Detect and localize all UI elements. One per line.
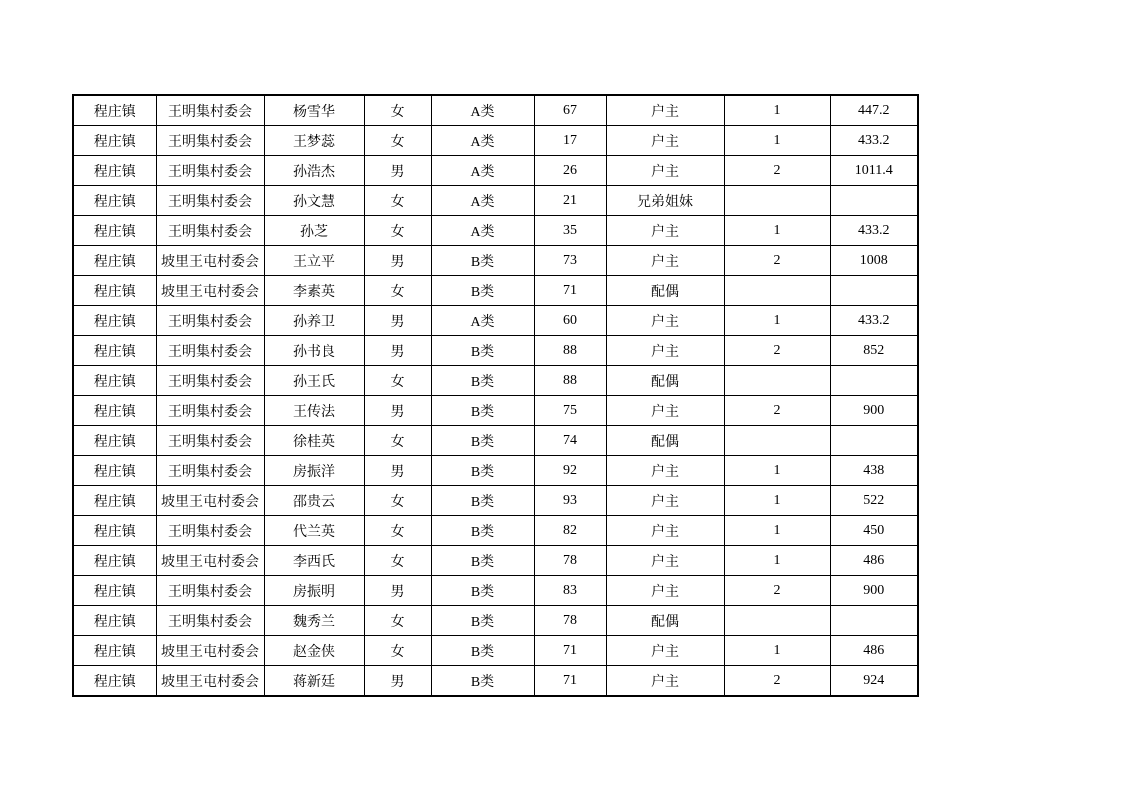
category-cell: B类 (431, 636, 534, 666)
category-cell: B类 (431, 666, 534, 697)
name-cell: 孙养卫 (264, 306, 364, 336)
name-cell: 李西氏 (264, 546, 364, 576)
household-size-cell (724, 426, 830, 456)
name-cell: 代兰英 (264, 516, 364, 546)
gender-cell: 女 (364, 546, 431, 576)
table-row (73, 276, 918, 306)
age-cell: 71 (534, 636, 606, 666)
household-size-cell (724, 366, 830, 396)
table-row (73, 306, 918, 336)
household-size-cell: 1 (724, 516, 830, 546)
household-size-cell (724, 606, 830, 636)
town-cell: 程庄镇 (73, 426, 156, 456)
table-row (73, 95, 918, 126)
age-cell: 60 (534, 306, 606, 336)
name-cell: 邵贵云 (264, 486, 364, 516)
village-cell: 坡里王屯村委会 (156, 276, 264, 306)
name-cell: 蒋新廷 (264, 666, 364, 697)
category-cell: B类 (431, 606, 534, 636)
relation-cell: 户主 (606, 666, 724, 697)
relation-cell: 户主 (606, 456, 724, 486)
relation-cell: 配偶 (606, 606, 724, 636)
town-cell: 程庄镇 (73, 95, 156, 126)
town-cell: 程庄镇 (73, 246, 156, 276)
age-cell: 75 (534, 396, 606, 426)
village-cell: 王明集村委会 (156, 366, 264, 396)
town-cell: 程庄镇 (73, 516, 156, 546)
table-row (73, 546, 918, 576)
village-cell: 王明集村委会 (156, 456, 264, 486)
household-size-cell: 1 (724, 95, 830, 126)
name-cell: 魏秀兰 (264, 606, 364, 636)
amount-cell (830, 186, 918, 216)
table-row (73, 576, 918, 606)
table-row (73, 636, 918, 666)
table-row (73, 486, 918, 516)
relation-cell: 户主 (606, 126, 724, 156)
amount-cell (830, 366, 918, 396)
relation-cell: 户主 (606, 306, 724, 336)
village-cell: 坡里王屯村委会 (156, 666, 264, 697)
household-size-cell: 2 (724, 666, 830, 697)
household-size-cell: 1 (724, 636, 830, 666)
amount-cell: 447.2 (830, 95, 918, 126)
town-cell: 程庄镇 (73, 486, 156, 516)
gender-cell: 男 (364, 456, 431, 486)
town-cell: 程庄镇 (73, 186, 156, 216)
age-cell: 71 (534, 666, 606, 697)
name-cell: 房振明 (264, 576, 364, 606)
name-cell: 王梦蕊 (264, 126, 364, 156)
table-row (73, 156, 918, 186)
name-cell: 王立平 (264, 246, 364, 276)
village-cell: 坡里王屯村委会 (156, 546, 264, 576)
town-cell: 程庄镇 (73, 636, 156, 666)
gender-cell: 男 (364, 156, 431, 186)
household-size-cell: 2 (724, 156, 830, 186)
gender-cell: 女 (364, 126, 431, 156)
gender-cell: 男 (364, 576, 431, 606)
gender-cell: 女 (364, 636, 431, 666)
household-size-cell: 2 (724, 396, 830, 426)
village-cell: 王明集村委会 (156, 216, 264, 246)
amount-cell: 924 (830, 666, 918, 697)
age-cell: 88 (534, 336, 606, 366)
name-cell: 孙文慧 (264, 186, 364, 216)
gender-cell: 男 (364, 306, 431, 336)
amount-cell: 1008 (830, 246, 918, 276)
relation-cell: 户主 (606, 216, 724, 246)
relation-cell: 配偶 (606, 426, 724, 456)
category-cell: A类 (431, 156, 534, 186)
gender-cell: 女 (364, 186, 431, 216)
town-cell: 程庄镇 (73, 666, 156, 697)
category-cell: B类 (431, 396, 534, 426)
name-cell: 房振洋 (264, 456, 364, 486)
gender-cell: 女 (364, 216, 431, 246)
age-cell: 21 (534, 186, 606, 216)
category-cell: A类 (431, 216, 534, 246)
category-cell: B类 (431, 246, 534, 276)
amount-cell: 433.2 (830, 126, 918, 156)
relation-cell: 户主 (606, 246, 724, 276)
amount-cell: 486 (830, 636, 918, 666)
category-cell: B类 (431, 276, 534, 306)
household-size-cell: 1 (724, 216, 830, 246)
town-cell: 程庄镇 (73, 546, 156, 576)
household-size-cell: 1 (724, 126, 830, 156)
age-cell: 78 (534, 606, 606, 636)
table-row (73, 666, 918, 697)
town-cell: 程庄镇 (73, 396, 156, 426)
age-cell: 71 (534, 276, 606, 306)
table-row (73, 126, 918, 156)
category-cell: A类 (431, 306, 534, 336)
household-size-cell (724, 186, 830, 216)
village-cell: 王明集村委会 (156, 126, 264, 156)
town-cell: 程庄镇 (73, 366, 156, 396)
village-cell: 王明集村委会 (156, 95, 264, 126)
relation-cell: 户主 (606, 486, 724, 516)
category-cell: B类 (431, 456, 534, 486)
village-cell: 王明集村委会 (156, 426, 264, 456)
gender-cell: 女 (364, 486, 431, 516)
town-cell: 程庄镇 (73, 216, 156, 246)
relation-cell: 兄弟姐妹 (606, 186, 724, 216)
village-cell: 王明集村委会 (156, 156, 264, 186)
household-size-cell: 1 (724, 306, 830, 336)
age-cell: 88 (534, 366, 606, 396)
household-size-cell: 1 (724, 546, 830, 576)
village-cell: 坡里王屯村委会 (156, 246, 264, 276)
age-cell: 73 (534, 246, 606, 276)
age-cell: 93 (534, 486, 606, 516)
age-cell: 82 (534, 516, 606, 546)
amount-cell: 433.2 (830, 216, 918, 246)
household-size-cell: 1 (724, 486, 830, 516)
town-cell: 程庄镇 (73, 456, 156, 486)
village-cell: 王明集村委会 (156, 396, 264, 426)
village-cell: 王明集村委会 (156, 336, 264, 366)
category-cell: B类 (431, 486, 534, 516)
category-cell: B类 (431, 516, 534, 546)
table-body (73, 95, 918, 696)
table-row (73, 246, 918, 276)
village-cell: 王明集村委会 (156, 516, 264, 546)
amount-cell: 1011.4 (830, 156, 918, 186)
table-row (73, 456, 918, 486)
table-row (73, 396, 918, 426)
age-cell: 74 (534, 426, 606, 456)
village-cell: 王明集村委会 (156, 186, 264, 216)
relation-cell: 户主 (606, 516, 724, 546)
age-cell: 78 (534, 546, 606, 576)
amount-cell: 433.2 (830, 306, 918, 336)
village-cell: 坡里王屯村委会 (156, 636, 264, 666)
relation-cell: 户主 (606, 396, 724, 426)
amount-cell: 900 (830, 396, 918, 426)
relation-cell: 户主 (606, 636, 724, 666)
category-cell: A类 (431, 95, 534, 126)
town-cell: 程庄镇 (73, 576, 156, 606)
age-cell: 67 (534, 95, 606, 126)
town-cell: 程庄镇 (73, 336, 156, 366)
category-cell: B类 (431, 546, 534, 576)
category-cell: A类 (431, 186, 534, 216)
gender-cell: 女 (364, 426, 431, 456)
table-row (73, 336, 918, 366)
table-row (73, 366, 918, 396)
amount-cell (830, 606, 918, 636)
gender-cell: 男 (364, 396, 431, 426)
amount-cell: 486 (830, 546, 918, 576)
gender-cell: 女 (364, 95, 431, 126)
category-cell: B类 (431, 336, 534, 366)
table-row (73, 516, 918, 546)
amount-cell: 438 (830, 456, 918, 486)
name-cell: 孙书良 (264, 336, 364, 366)
data-table (72, 94, 919, 697)
household-size-cell: 2 (724, 246, 830, 276)
town-cell: 程庄镇 (73, 156, 156, 186)
village-cell: 王明集村委会 (156, 606, 264, 636)
table-row (73, 426, 918, 456)
amount-cell: 852 (830, 336, 918, 366)
gender-cell: 男 (364, 246, 431, 276)
age-cell: 35 (534, 216, 606, 246)
relation-cell: 配偶 (606, 276, 724, 306)
age-cell: 17 (534, 126, 606, 156)
gender-cell: 男 (364, 666, 431, 697)
village-cell: 坡里王屯村委会 (156, 486, 264, 516)
name-cell: 赵金侠 (264, 636, 364, 666)
relation-cell: 户主 (606, 336, 724, 366)
village-cell: 王明集村委会 (156, 576, 264, 606)
household-size-cell: 1 (724, 456, 830, 486)
age-cell: 26 (534, 156, 606, 186)
category-cell: A类 (431, 126, 534, 156)
name-cell: 杨雪华 (264, 95, 364, 126)
category-cell: B类 (431, 576, 534, 606)
amount-cell: 450 (830, 516, 918, 546)
name-cell: 徐桂英 (264, 426, 364, 456)
town-cell: 程庄镇 (73, 276, 156, 306)
amount-cell (830, 426, 918, 456)
name-cell: 王传法 (264, 396, 364, 426)
amount-cell (830, 276, 918, 306)
amount-cell: 900 (830, 576, 918, 606)
town-cell: 程庄镇 (73, 126, 156, 156)
town-cell: 程庄镇 (73, 306, 156, 336)
household-size-cell: 2 (724, 336, 830, 366)
amount-cell: 522 (830, 486, 918, 516)
gender-cell: 女 (364, 516, 431, 546)
relation-cell: 户主 (606, 156, 724, 186)
table-row (73, 606, 918, 636)
age-cell: 92 (534, 456, 606, 486)
gender-cell: 女 (364, 366, 431, 396)
name-cell: 孙王氏 (264, 366, 364, 396)
relation-cell: 户主 (606, 95, 724, 126)
relation-cell: 配偶 (606, 366, 724, 396)
category-cell: B类 (431, 426, 534, 456)
table-row (73, 186, 918, 216)
relation-cell: 户主 (606, 546, 724, 576)
age-cell: 83 (534, 576, 606, 606)
name-cell: 孙浩杰 (264, 156, 364, 186)
gender-cell: 女 (364, 606, 431, 636)
village-cell: 王明集村委会 (156, 306, 264, 336)
table-row (73, 216, 918, 246)
relation-cell: 户主 (606, 576, 724, 606)
town-cell: 程庄镇 (73, 606, 156, 636)
gender-cell: 女 (364, 276, 431, 306)
category-cell: B类 (431, 366, 534, 396)
name-cell: 孙芝 (264, 216, 364, 246)
gender-cell: 男 (364, 336, 431, 366)
household-size-cell (724, 276, 830, 306)
name-cell: 李素英 (264, 276, 364, 306)
household-size-cell: 2 (724, 576, 830, 606)
